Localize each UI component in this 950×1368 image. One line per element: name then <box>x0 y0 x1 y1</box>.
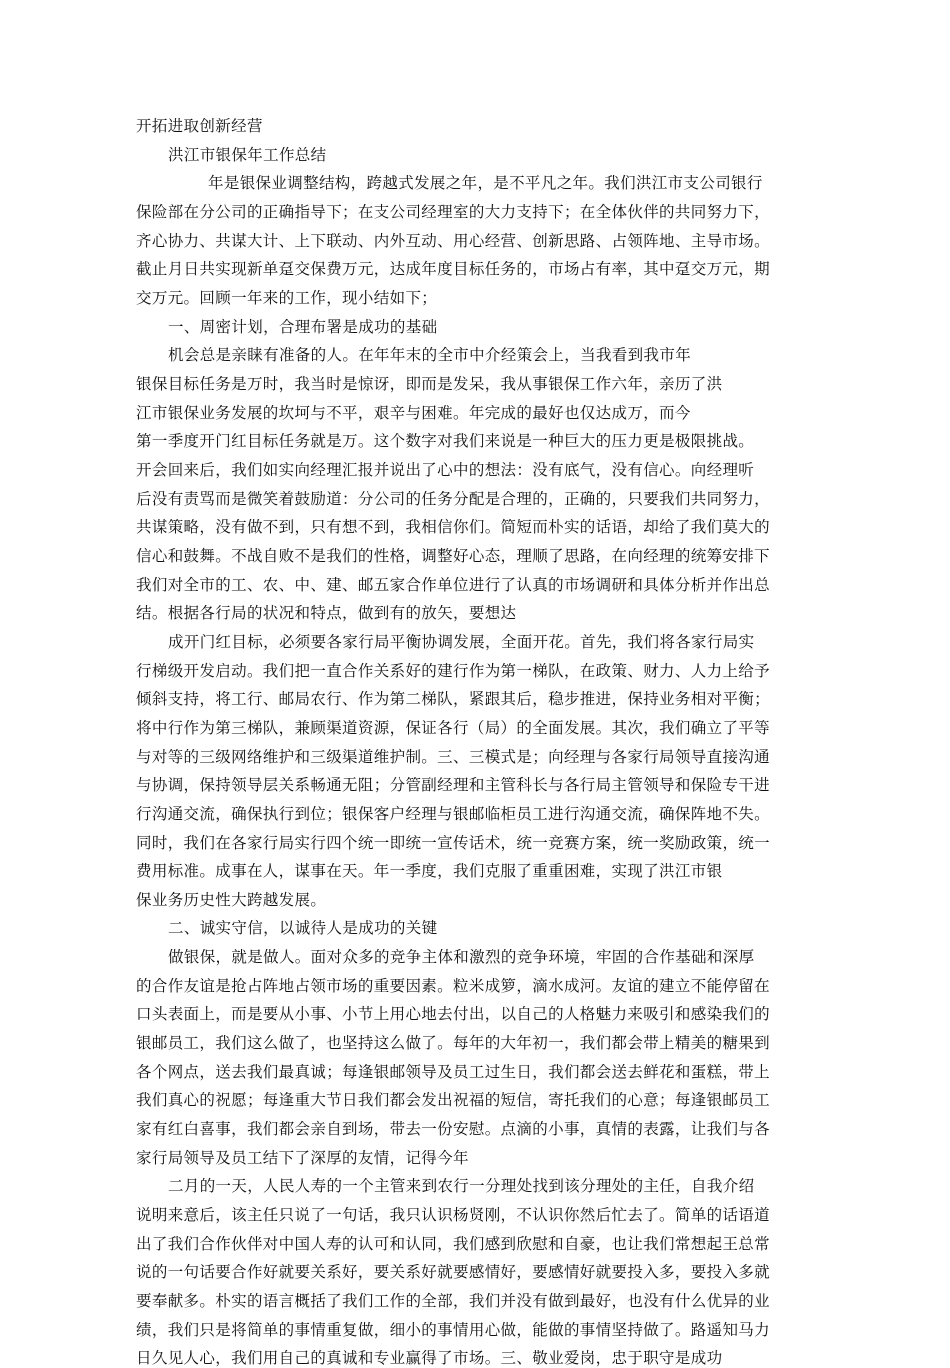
text-line: 银邮员工，我们这么做了，也坚持这么做了。每年的大年初一，我们都会带上精美的糖果到 <box>136 1034 771 1053</box>
text-line: 第一季度开门红目标任务就是万。这个数字对我们来说是一种巨大的压力更是极限挑战。 <box>136 432 755 451</box>
text-line: 年是银保业调整结构，跨越式发展之年，是不平凡之年。我们洪江市支公司银行 <box>208 174 763 193</box>
text-line: 口头表面上，而是要从小事、小节上用心地去付出，以自己的人格魅力来吸引和感染我们的 <box>136 1005 771 1024</box>
text-line: 的合作友谊是抢占阵地占领市场的重要因素。粒米成箩，滴水成河。友谊的建立不能停留在 <box>136 976 771 995</box>
text-line: 与对等的三级网络维护和三级渠道维护制。三、三模式是；向经理与各家行局领导直接沟通 <box>136 747 771 766</box>
text-line: 保业务历史性大跨越发展。 <box>136 890 327 909</box>
text-line: 家有红白喜事，我们都会亲自到场，带去一份安慰。点滴的小事，真情的表露，让我们与各 <box>136 1120 771 1139</box>
text-line: 开会回来后，我们如实向经理汇报并说出了心中的想法：没有底气，没有信心。向经理听 <box>136 460 755 479</box>
text-line: 机会总是亲睐有准备的人。在年年末的全市中介经策会上，当我看到我市年 <box>168 346 692 365</box>
text-line: 我们真心的祝愿；每逢重大节日我们都会发出祝福的短信，寄托我们的心意；每逢银邮员工 <box>136 1091 771 1110</box>
text-line: 交万元。回顾一年来的工作，现小结如下； <box>136 288 438 307</box>
text-line: 我们对全市的工、农、中、建、邮五家合作单位进行了认真的市场调研和具体分析并作出总 <box>136 575 771 594</box>
text-line: 各个网点，送去我们最真诚；每逢银邮领导及员工过生日，我们都会送去鲜花和蛋糕，带上 <box>136 1062 771 1081</box>
text-line: 银保目标任务是万时，我当时是惊讶，即而是发呆，我从事银保工作六年，亲历了洪 <box>136 374 723 393</box>
text-line: 要奉献多。朴实的语言概括了我们工作的全部，我们并没有做到最好，也没有什么优异的业 <box>136 1292 771 1311</box>
document-subtitle: 洪江市银保年工作总结 <box>168 145 327 164</box>
text-line: 倾斜支持，将工行、邮局农行、作为第二梯队，紧跟其后，稳步推进，保持业务相对平衡； <box>136 690 771 709</box>
text-line: 共谋策略，没有做不到，只有想不到，我相信你们。简短而朴实的话语，却给了我们莫大的 <box>136 518 771 537</box>
text-line: 保险部在分公司的正确指导下；在支公司经理室的大力支持下；在全体伙伴的共同努力下， <box>136 202 771 221</box>
text-line: 说的一句话要合作好就要关系好，要关系好就要感情好，要感情好就要投入多，要投入多就 <box>136 1263 771 1282</box>
text-line: 二月的一天，人民人寿的一个主管来到农行一分理处找到该分理处的主任，自我介绍 <box>168 1177 755 1196</box>
text-line: 出了我们合作伙伴对中国人寿的认可和认同，我们感到欣慰和自豪，也让我们常想起王总常 <box>136 1234 771 1253</box>
text-line: 费用标准。成事在人，谋事在天。年一季度，我们克服了重重困难，实现了洪江市银 <box>136 862 723 881</box>
text-line: 同时，我们在各家行局实行四个统一即统一宣传话术，统一竞赛方案，统一奖励政策，统一 <box>136 833 771 852</box>
text-line: 绩，我们只是将简单的事情重复做，细小的事情用心做，能做的事情坚持做了。路遥知马力 <box>136 1320 771 1339</box>
text-line: 行沟通交流，确保执行到位；银保客户经理与银邮临柜员工进行沟通交流，确保阵地不失。 <box>136 804 771 823</box>
text-line: 家行局领导及员工结下了深厚的友情，记得今年 <box>136 1148 469 1167</box>
text-line: 信心和鼓舞。不战自败不是我们的性格，调整好心态，理顺了思路，在向经理的统筹安排下 <box>136 546 771 565</box>
text-line: 行梯级开发启动。我们把一直合作关系好的建行作为第一梯队，在政策、财力、人力上给予 <box>136 661 771 680</box>
text-line: 说明来意后，该主任只说了一句话，我只认识杨贤刚，不认识你然后忙去了。简单的话语道 <box>136 1206 771 1225</box>
text-line: 结。根据各行局的状况和特点，做到有的放矢，要想达 <box>136 604 517 623</box>
text-line: 做银保，就是做人。面对众多的竞争主体和激烈的竞争环境，牢固的合作基础和深厚 <box>168 948 755 967</box>
document-title: 开拓进取创新经营 <box>136 117 263 135</box>
text-line: 与协调，保持领导层关系畅通无阻；分管副经理和主管科长与各行局主管领导和保险专干进 <box>136 776 771 795</box>
text-line: 成开门红目标，必须要各家行局平衡协调发展，全面开花。首先，我们将各家行局实 <box>168 632 755 651</box>
text-line: 截止月日共实现新单趸交保费万元，达成年度目标任务的，市场占有率，其中趸交万元，期 <box>136 260 771 279</box>
text-line: 一、周密计划，合理布署是成功的基础 <box>168 317 438 336</box>
text-line: 将中行作为第三梯队，兼顾渠道资源，保证各行（局）的全面发展。其次，我们确立了平等 <box>136 718 771 737</box>
text-line: 二、诚实守信，以诚待人是成功的关键 <box>168 919 438 938</box>
text-line: 江市银保业务发展的坎坷与不平，艰辛与困难。年完成的最好也仅达成万，而今 <box>136 403 691 422</box>
text-line: 齐心协力、共谋大计、上下联动、内外互动、用心经营、创新思路、占领阵地、主导市场。 <box>136 231 771 250</box>
text-line: 日久见人心，我们用自己的真诚和专业赢得了市场。三、敬业爱岗，忠于职守是成功 <box>136 1349 723 1368</box>
text-line: 后没有责骂而是微笑着鼓励道：分公司的任务分配是合理的，正确的，只要我们共同努力， <box>136 489 771 508</box>
